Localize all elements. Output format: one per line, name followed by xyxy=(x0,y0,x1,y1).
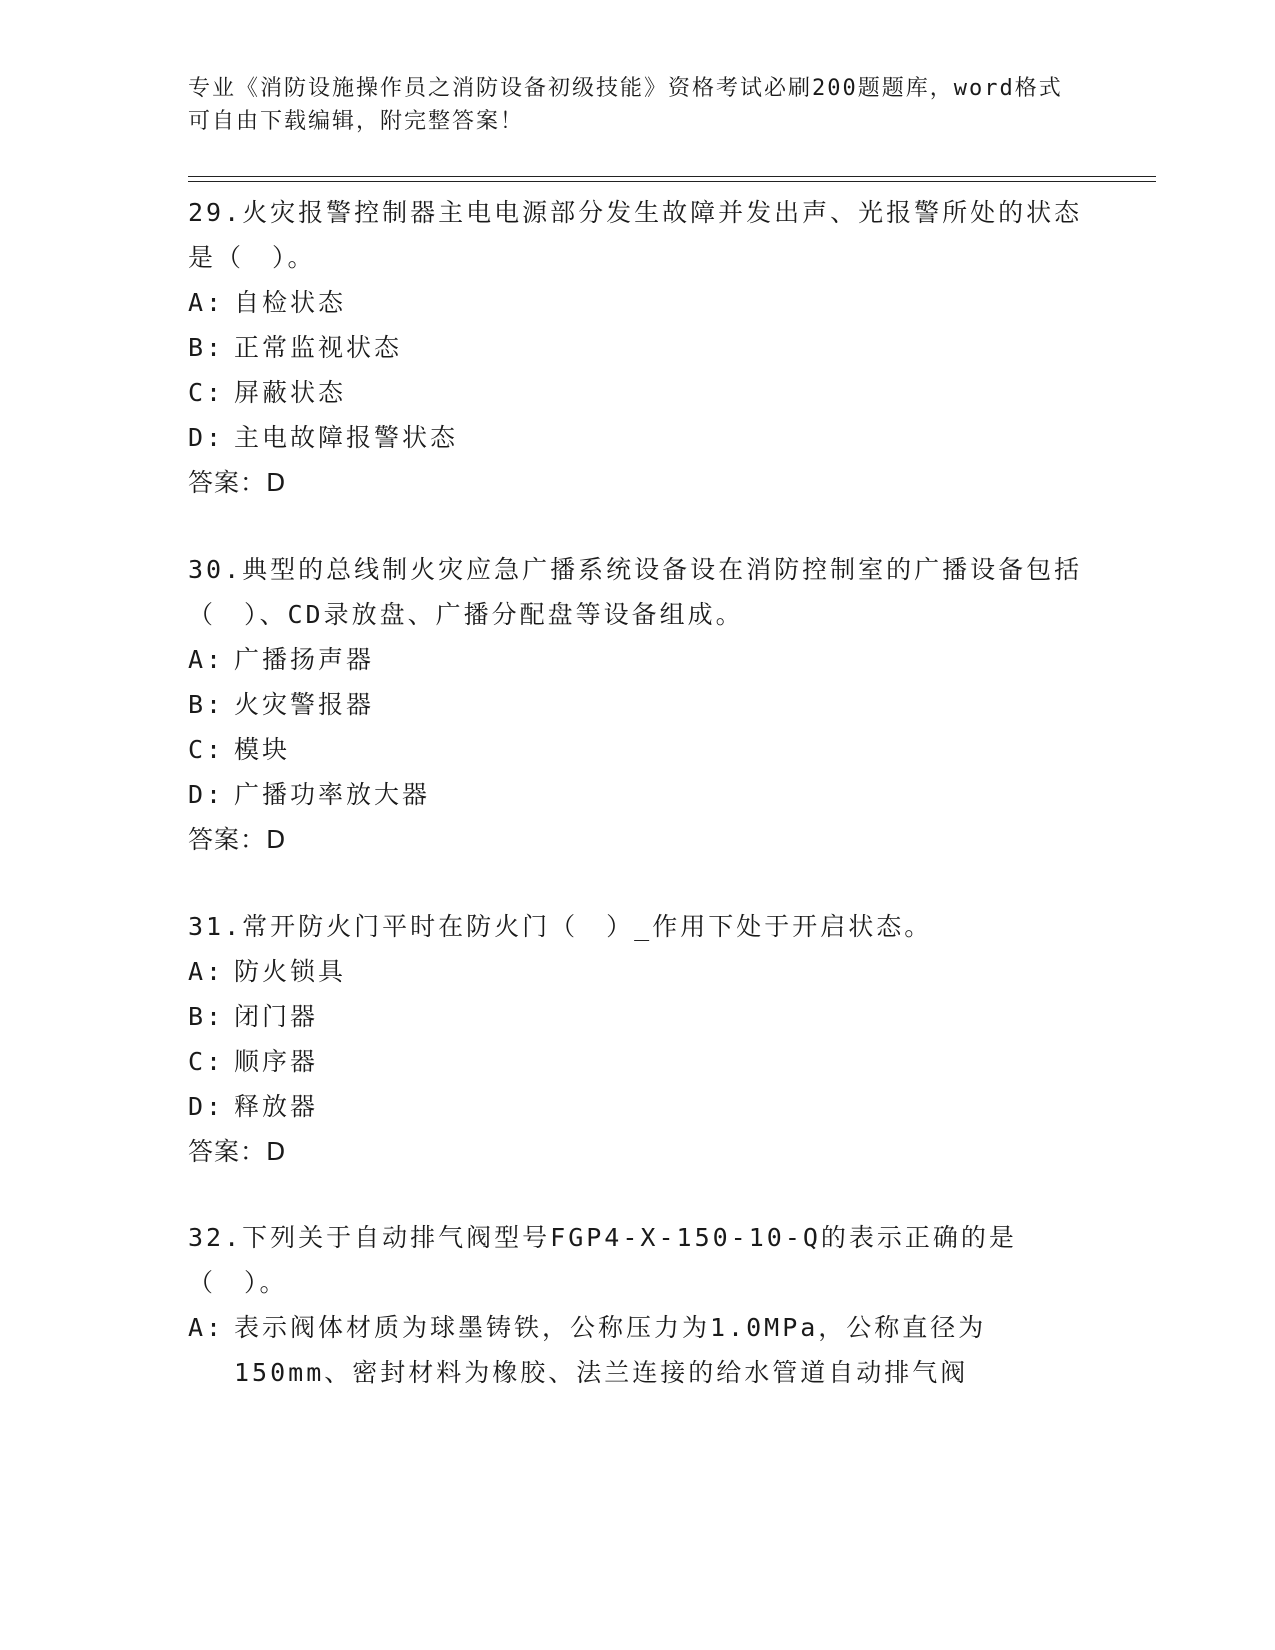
option-key: C: xyxy=(188,735,225,764)
option-key: A: xyxy=(188,645,225,674)
option-text: 顺序器 xyxy=(234,1047,319,1076)
question-31 xyxy=(188,904,1088,1174)
question-stem: 30.典型的总线制火灾应急广播系统设备设在消防控制室的广播设备包括（ ）、CD录放盘、广播分配盘等设备组成。 xyxy=(188,555,1083,629)
option-key: D: xyxy=(188,1092,225,1121)
option-key: A: xyxy=(188,957,225,986)
option-text: 主电故障报警状态 xyxy=(234,423,459,452)
option-text: 自检状态 xyxy=(234,288,347,317)
option-text: 模块 xyxy=(234,735,291,764)
header-divider-top xyxy=(188,176,1156,177)
option-key: B: xyxy=(188,1002,225,1031)
question-30 xyxy=(188,547,1088,862)
option-key: B: xyxy=(188,333,225,362)
option-key: A: xyxy=(188,288,225,317)
option-c xyxy=(188,1039,1088,1084)
option-a xyxy=(188,637,1088,682)
answer-line xyxy=(188,1129,1088,1174)
option-key: D: xyxy=(188,423,225,452)
option-text: 正常监视状态 xyxy=(234,333,403,362)
option-key: C: xyxy=(188,1047,225,1076)
option-b xyxy=(188,325,1088,370)
document-header: 专业《消防设施操作员之消防设备初级技能》资格考试必刷200题题库，word格式可自由下载编辑，附完整答案！ xyxy=(188,76,1063,134)
question-32 xyxy=(188,1215,1088,1395)
option-text: 闭门器 xyxy=(234,1002,319,1031)
option-c xyxy=(188,370,1088,415)
option-key: D: xyxy=(188,780,225,809)
option-text: 广播功率放大器 xyxy=(234,780,431,809)
option-b xyxy=(188,682,1088,727)
option-text: 表示阀体材质为球墨铸铁，公称压力为1.0MPa，公称直径为150mm、密封材料为橡胶、法兰连接的给水管道自动排气阀 xyxy=(234,1313,987,1387)
option-key: B: xyxy=(188,690,225,719)
answer-line xyxy=(188,817,1088,862)
answer-line xyxy=(188,460,1088,505)
option-c xyxy=(188,727,1088,772)
option-text: 屏蔽状态 xyxy=(234,378,347,407)
answer-label: 答案： xyxy=(188,468,267,497)
question-stem: 32.下列关于自动排气阀型号FGP4-X-150-10-Q的表示正确的是（ ）。 xyxy=(188,1223,1017,1297)
option-text: 广播扬声器 xyxy=(234,645,375,674)
question-stem: 31.常开防火门平时在防火门（ ）_作用下处于开启状态。 xyxy=(188,912,933,941)
option-key: A: xyxy=(188,1313,225,1342)
answer-value: D xyxy=(266,825,287,854)
header-divider-bottom xyxy=(188,181,1156,182)
option-text: 释放器 xyxy=(234,1092,319,1121)
answer-value: D xyxy=(266,468,287,497)
option-key: C: xyxy=(188,378,225,407)
answer-label: 答案： xyxy=(188,1137,267,1166)
option-b xyxy=(188,994,1088,1039)
option-d xyxy=(188,772,1088,817)
option-a xyxy=(188,1305,1088,1395)
option-d xyxy=(188,1084,1088,1129)
question-stem: 29.火灾报警控制器主电电源部分发生故障并发出声、光报警所处的状态是（ ）。 xyxy=(188,198,1083,272)
option-text: 防火锁具 xyxy=(234,957,347,986)
option-a xyxy=(188,949,1088,994)
question-29 xyxy=(188,190,1088,505)
option-d xyxy=(188,415,1088,460)
answer-value: D xyxy=(266,1137,287,1166)
option-a xyxy=(188,280,1088,325)
option-text: 火灾警报器 xyxy=(234,690,375,719)
answer-label: 答案： xyxy=(188,825,267,854)
